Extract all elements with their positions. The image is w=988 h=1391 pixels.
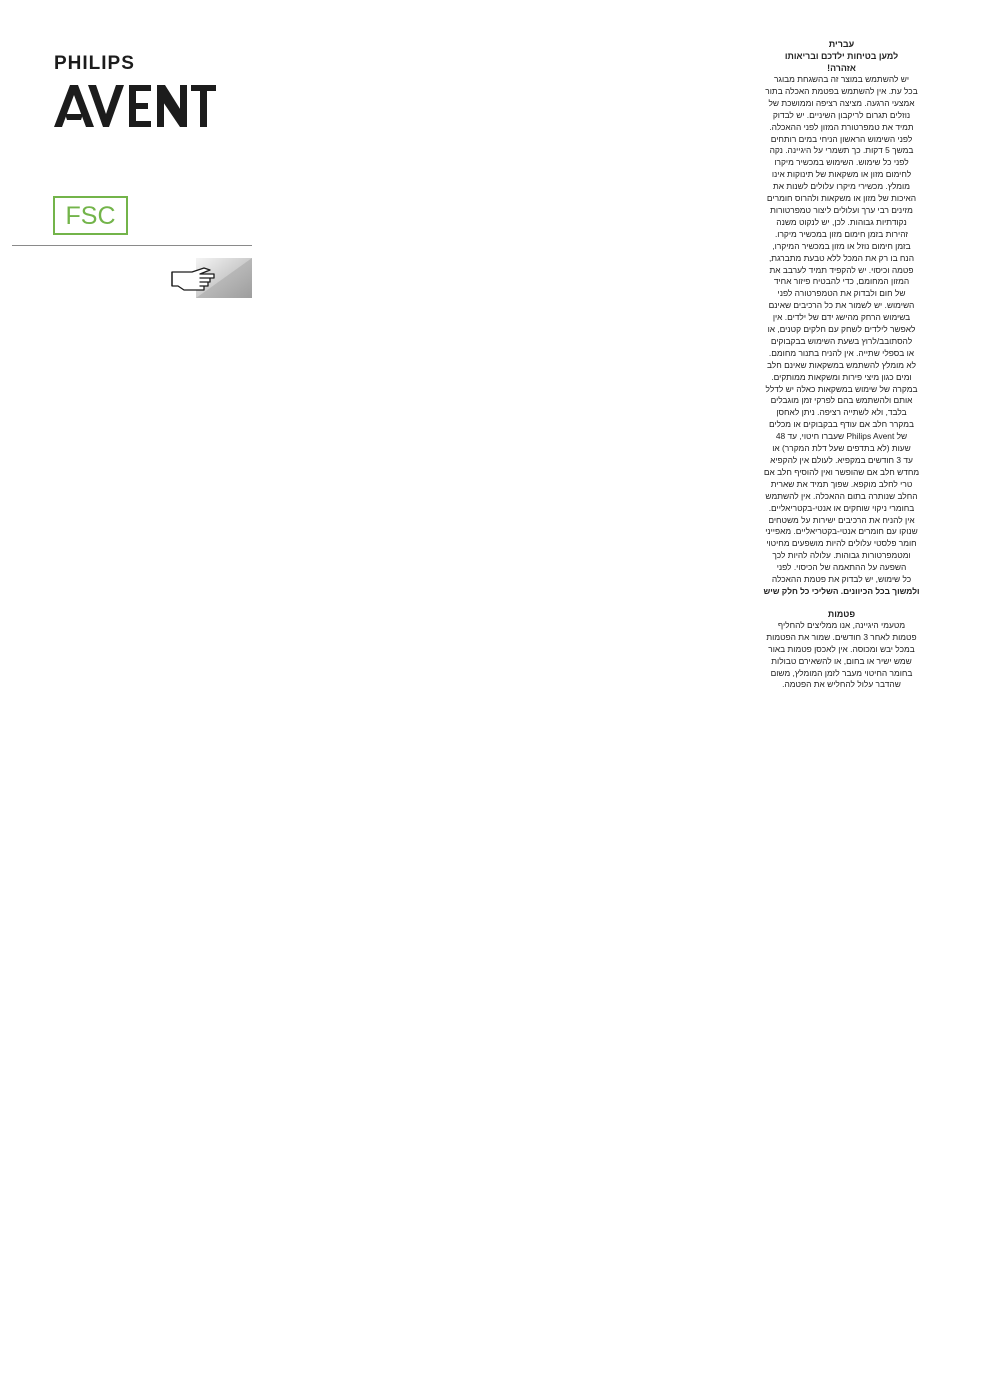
teats-heading: פטמות bbox=[827, 608, 856, 619]
safety-line: להסתובב/לרוץ בשעת השימוש בבקבוקים bbox=[770, 335, 913, 346]
safety-line: במקרר חלב אם עודף בבקבוקים או מכלים bbox=[768, 419, 915, 430]
safety-subtitle: למען בטיחות ילדכם ובריאותו bbox=[784, 51, 899, 61]
safety-line: של Philips Avent שעברו חיטוי, עד 48 bbox=[775, 431, 908, 442]
safety-line: ומטמפרטורות גבוהות. עלולה להיות לכך bbox=[772, 550, 911, 561]
safety-line: ולמשוך בכל הכיוונים. השליכי כל חלק שיש bbox=[763, 585, 920, 596]
safety-line: עד 3 חודשים במקפיא. לעולם אין להקפיא bbox=[770, 455, 913, 465]
safety-line: אותם ולהשתמש בהם לפרקי זמן מוגבלים bbox=[770, 395, 913, 406]
teats-body bbox=[738, 620, 945, 691]
safety-line: של חום ולבדוק את הטמפרטורה לפני bbox=[777, 288, 906, 299]
safety-line: אין להניח את הרכיבים ישירות על משטחים bbox=[768, 514, 915, 525]
teats-line: שמש ישיר או בחום, או להשאירם טבולות bbox=[771, 655, 912, 666]
teats-line: במכל יבש ומכוסה. אין לאכסן פטמות באור bbox=[768, 643, 915, 654]
safety-line: נוזלים תגרום לריקבון השיניים. יש לבדוק bbox=[772, 109, 911, 120]
safety-line: הנח בו רק את המכל ללא טבעת מתברגת, bbox=[768, 252, 915, 263]
safety-line: שנוקו עם חומרים אנטי-בקטריאליים. מאפייני bbox=[765, 526, 918, 537]
warning-heading: אזהרה! bbox=[827, 63, 856, 73]
safety-line: מומלץ. מכשירי מיקרו עלולים לשנות את bbox=[772, 181, 910, 192]
hebrew-safety-column bbox=[738, 38, 945, 691]
safety-line: כל שימוש, יש לבדוק את פטמת ההאכלה bbox=[771, 574, 912, 585]
safety-line: טרי לחלב מוקפא. שפוך תמיד את שארית bbox=[770, 478, 913, 489]
teats-line: מטעמי היגיינה, אנו ממליצים להחליף bbox=[777, 619, 906, 630]
safety-line: האיכות של מזון או משקאות ולהרוס חומרים bbox=[766, 193, 917, 204]
safety-line: חומר פלסטי עלולים להיות מושפעים מחיטוי bbox=[766, 538, 917, 549]
safety-line: זהירות בזמן חימום מזון במכשיר מיקרו. bbox=[774, 228, 909, 239]
safety-body bbox=[738, 74, 945, 598]
safety-line: בלבד, ולא לשתייה רציפה. ניתן לאחסן bbox=[776, 407, 907, 418]
safety-line: השימוש. יש לשמור את כל הרכיבים שאינם bbox=[768, 300, 915, 311]
safety-line: השפעה על ההתאמה של הכיסוי. לפני bbox=[776, 562, 907, 573]
safety-line: החלב שנותרה בתום ההאכלה. אין להשתמש bbox=[765, 490, 918, 501]
safety-line: במשך 5 דקות. כך תשמרי על היגיינה. נקה bbox=[769, 145, 914, 156]
safety-line: מחדש חלב אם שהופשר ואין להוסיף חלב אם bbox=[763, 466, 920, 477]
teats-line: שהדבר עלול להחליש את הפטמה. bbox=[782, 679, 901, 690]
safety-line: שעות (לא בתדפים שעל דלת המקרר) או bbox=[772, 443, 911, 454]
safety-line: מזינים רבי ערך ועלולים ליצור טמפרטורות bbox=[770, 204, 913, 215]
safety-line: בשימוש הרחק מהישג ידם של ילדים. אין bbox=[772, 312, 911, 323]
safety-line: ומים כגון מיצי פירות ומשקאות ממותקים. bbox=[771, 371, 912, 382]
teats-line: בחומר החיטוי מעבר לזמן המומלץ, משום bbox=[770, 667, 913, 678]
pointing-hand-page-turn-icon bbox=[170, 258, 252, 298]
safety-line: יש להשתמש במוצר זה בהשגחת מבוגר bbox=[773, 74, 910, 84]
safety-line: לפני השימוש הראשון הניחי במים רותחים bbox=[770, 133, 913, 144]
safety-line: לאפשר לילדים לשחק עם חלקים קטנים, או bbox=[767, 324, 916, 335]
safety-line: לא מומלץ להשתמש במשקאות שאינם חלב bbox=[766, 359, 917, 370]
divider bbox=[12, 245, 252, 246]
fsc-badge: FSC bbox=[53, 196, 128, 235]
safety-line: לפני כל שימוש. השימוש במכשיר מיקרו bbox=[774, 157, 909, 168]
safety-line: נקודתיות גבוהות. לכן, יש לנקוט משנה bbox=[776, 216, 907, 227]
avent-logo-icon bbox=[54, 84, 216, 128]
safety-line: בזמן חימום נוזל או מזון במכשיר המיקרו, bbox=[772, 240, 911, 251]
safety-line: בחומרי ניקוי שוחקים או אנטי-בקטריאליים. bbox=[768, 502, 915, 513]
safety-line: תמיד את טמפרטורת המזון לפני ההאכלה. bbox=[769, 121, 914, 132]
safety-line: במקרה של שימוש במשקאות כאלה יש לדלל bbox=[765, 383, 918, 394]
safety-line: אמצעי הרגעה. מציצה רציפה וממושכת של bbox=[768, 97, 915, 108]
safety-line: או בספלי שתייה. אין להניח בתנור מחומם. bbox=[768, 347, 915, 358]
safety-line: בכל עת. אין להשתמש בפטמת האכלה בתור bbox=[765, 85, 918, 96]
language-heading: עברית bbox=[828, 39, 855, 49]
safety-line: לחימום מזון או משקאות של תינוקות אינו bbox=[771, 169, 912, 180]
teats-line: פטמות לאחר 3 חודשים. שמור את הפטמות bbox=[766, 631, 917, 642]
safety-line: פטמה וכיסוי. יש להקפיד תמיד לערבב את bbox=[769, 264, 914, 275]
safety-line: המזון המחומם, כדי להבטיח פיזור אחיד bbox=[773, 276, 910, 287]
philips-wordmark: PHILIPS bbox=[54, 53, 135, 74]
